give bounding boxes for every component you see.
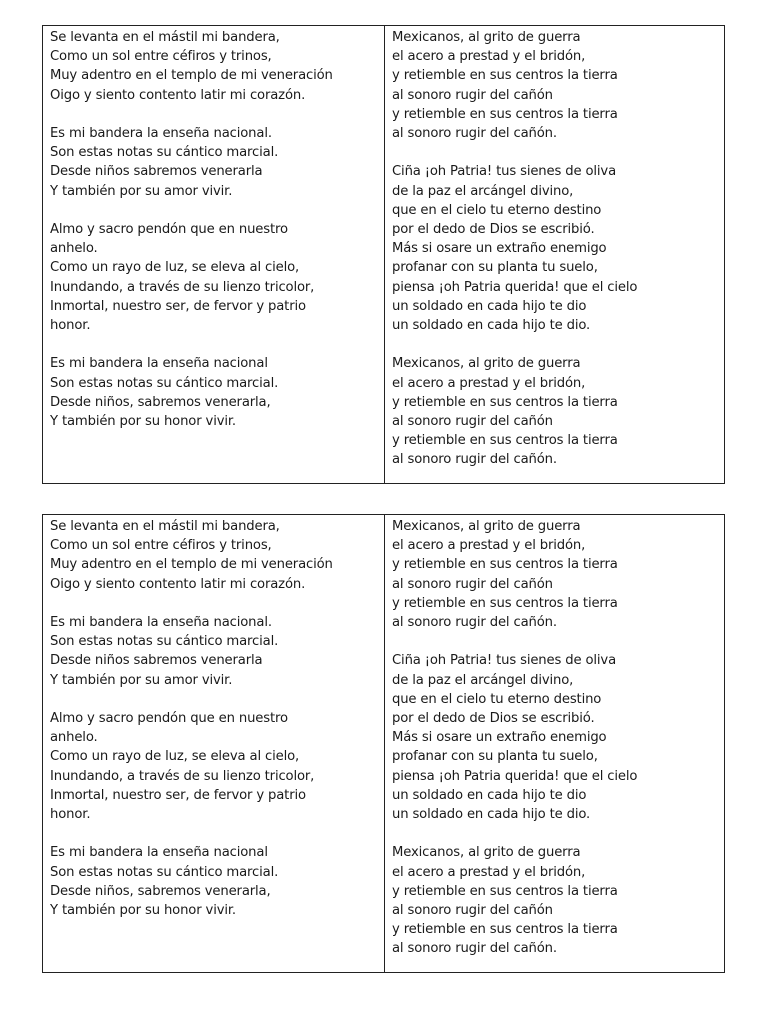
lyric-line: y retiemble en sus centros la tierra bbox=[392, 883, 618, 899]
lyric-line: el acero a prestad y el bridón, bbox=[392, 375, 586, 391]
lyric-line: profanar con su planta tu suelo, bbox=[392, 749, 598, 765]
stanza bbox=[50, 354, 384, 431]
lyric-line: Como un rayo de luz, se eleva al cielo, bbox=[50, 749, 300, 765]
lyric-line: piensa ¡oh Patria querida! que el cielo bbox=[392, 768, 638, 784]
lyric-line: Es mi bandera la enseña nacional bbox=[50, 845, 268, 861]
left-column bbox=[43, 26, 385, 483]
stanza bbox=[50, 517, 384, 594]
lyric-line: Como un sol entre céfiros y trinos, bbox=[50, 538, 272, 554]
stanza bbox=[50, 220, 384, 335]
stanza bbox=[392, 651, 724, 824]
lyric-line: Desde niños sabremos venerarla bbox=[50, 164, 263, 180]
lyric-line: Desde niños, sabremos venerarla, bbox=[50, 394, 271, 410]
lyric-line: Almo y sacro pendón que en nuestro bbox=[50, 711, 288, 726]
stanza bbox=[50, 613, 384, 690]
stanza bbox=[392, 517, 724, 632]
lyrics-table-1 bbox=[42, 25, 725, 484]
lyric-line: y retiemble en sus centros la tierra bbox=[392, 68, 618, 84]
lyric-line: y retiemble en sus centros la tierra bbox=[392, 394, 618, 410]
lyric-line: un soldado en cada hijo te dio bbox=[392, 298, 587, 314]
lyric-line: el acero a prestad y el bridón, bbox=[392, 49, 586, 65]
lyric-line: Se levanta en el mástil mi bandera, bbox=[50, 519, 280, 534]
stanza bbox=[392, 162, 724, 335]
lyric-line: Son estas notas su cántico marcial. bbox=[50, 375, 279, 391]
lyric-line: y retiemble en sus centros la tierra bbox=[392, 922, 618, 938]
lyric-line: Mexicanos, al grito de guerra bbox=[392, 30, 581, 45]
lyric-line: y retiemble en sus centros la tierra bbox=[392, 557, 618, 573]
stanza bbox=[392, 354, 724, 469]
lyric-line: Y también por su amor vivir. bbox=[50, 183, 233, 199]
lyric-line: Más si osare un extraño enemigo bbox=[392, 730, 607, 746]
lyric-line: Inmortal, nuestro ser, de fervor y patrio bbox=[50, 298, 306, 314]
lyric-line: al sonoro rugir del cañón bbox=[392, 903, 553, 919]
lyric-line: Inmortal, nuestro ser, de fervor y patrio bbox=[50, 787, 306, 803]
lyric-line: de la paz el arcángel divino, bbox=[392, 672, 574, 688]
lyric-line: que en el cielo tu eterno destino bbox=[392, 202, 602, 218]
right-column bbox=[385, 26, 724, 483]
lyrics-table-2 bbox=[42, 514, 725, 973]
lyric-line: Desde niños sabremos venerarla bbox=[50, 653, 263, 669]
lyric-line: y retiemble en sus centros la tierra bbox=[392, 433, 618, 449]
lyric-line: Es mi bandera la enseña nacional. bbox=[50, 126, 272, 141]
stanza bbox=[50, 843, 384, 920]
lyric-line: de la paz el arcángel divino, bbox=[392, 183, 574, 199]
lyric-line: y retiemble en sus centros la tierra bbox=[392, 106, 618, 122]
lyric-line: Mexicanos, al grito de guerra bbox=[392, 356, 581, 372]
lyric-line: Son estas notas su cántico marcial. bbox=[50, 145, 279, 161]
lyric-line: Oigo y siento contento latir mi corazón. bbox=[50, 576, 306, 592]
lyric-line: anhelo. bbox=[50, 241, 98, 257]
lyric-line: un soldado en cada hijo te dio. bbox=[392, 318, 591, 334]
lyric-line: Es mi bandera la enseña nacional. bbox=[50, 615, 272, 630]
lyric-line: honor. bbox=[50, 807, 91, 823]
lyric-line: al sonoro rugir del cañón bbox=[392, 414, 553, 430]
lyric-line: Desde niños, sabremos venerarla, bbox=[50, 883, 271, 899]
lyric-line: Es mi bandera la enseña nacional bbox=[50, 356, 268, 372]
lyric-line: honor. bbox=[50, 318, 91, 334]
lyric-line: Y también por su honor vivir. bbox=[50, 414, 236, 430]
lyric-line: Muy adentro en el templo de mi veneración bbox=[50, 557, 333, 573]
stanza bbox=[392, 843, 724, 958]
lyric-line: Inundando, a través de su lienzo tricolor, bbox=[50, 768, 315, 784]
lyric-line: Se levanta en el mástil mi bandera, bbox=[50, 30, 280, 45]
lyric-line: Mexicanos, al grito de guerra bbox=[392, 519, 581, 534]
lyric-line: Ciña ¡oh Patria! tus sienes de oliva bbox=[392, 653, 616, 669]
lyric-line: al sonoro rugir del cañón bbox=[392, 87, 553, 103]
lyric-line: Muy adentro en el templo de mi veneración bbox=[50, 68, 333, 84]
lyric-line: Y también por su amor vivir. bbox=[50, 672, 233, 688]
lyric-line: profanar con su planta tu suelo, bbox=[392, 260, 598, 276]
right-column bbox=[385, 515, 724, 972]
lyric-line: al sonoro rugir del cañón bbox=[392, 576, 553, 592]
lyric-line: un soldado en cada hijo te dio bbox=[392, 787, 587, 803]
stanza bbox=[50, 28, 384, 105]
lyric-line: Inundando, a través de su lienzo tricolor, bbox=[50, 279, 315, 295]
lyric-line: piensa ¡oh Patria querida! que el cielo bbox=[392, 279, 638, 295]
lyric-line: un soldado en cada hijo te dio. bbox=[392, 807, 591, 823]
lyric-line: Y también por su honor vivir. bbox=[50, 903, 236, 919]
lyric-line: Ciña ¡oh Patria! tus sienes de oliva bbox=[392, 164, 616, 180]
lyric-line: que en el cielo tu eterno destino bbox=[392, 691, 602, 707]
lyric-line: Son estas notas su cántico marcial. bbox=[50, 864, 279, 880]
left-column bbox=[43, 515, 385, 972]
lyric-line: Almo y sacro pendón que en nuestro bbox=[50, 222, 288, 237]
lyric-line: y retiemble en sus centros la tierra bbox=[392, 595, 618, 611]
lyric-line: Mexicanos, al grito de guerra bbox=[392, 845, 581, 861]
lyric-line: al sonoro rugir del cañón. bbox=[392, 941, 557, 957]
stanza bbox=[50, 709, 384, 824]
lyric-line: el acero a prestad y el bridón, bbox=[392, 864, 586, 880]
lyric-line: por el dedo de Dios se escribió. bbox=[392, 222, 595, 238]
lyric-line: Son estas notas su cántico marcial. bbox=[50, 634, 279, 650]
stanza bbox=[392, 28, 724, 143]
lyric-line: anhelo. bbox=[50, 730, 98, 746]
lyric-line: Como un rayo de luz, se eleva al cielo, bbox=[50, 260, 300, 276]
stanza bbox=[50, 124, 384, 201]
lyric-line: Oigo y siento contento latir mi corazón. bbox=[50, 87, 306, 103]
lyric-line: al sonoro rugir del cañón. bbox=[392, 615, 557, 631]
lyric-line: por el dedo de Dios se escribió. bbox=[392, 711, 595, 727]
lyric-line: Como un sol entre céfiros y trinos, bbox=[50, 49, 272, 65]
lyric-line: el acero a prestad y el bridón, bbox=[392, 538, 586, 554]
lyric-line: Más si osare un extraño enemigo bbox=[392, 241, 607, 257]
lyric-line: al sonoro rugir del cañón. bbox=[392, 452, 557, 468]
lyric-line: al sonoro rugir del cañón. bbox=[392, 126, 557, 142]
